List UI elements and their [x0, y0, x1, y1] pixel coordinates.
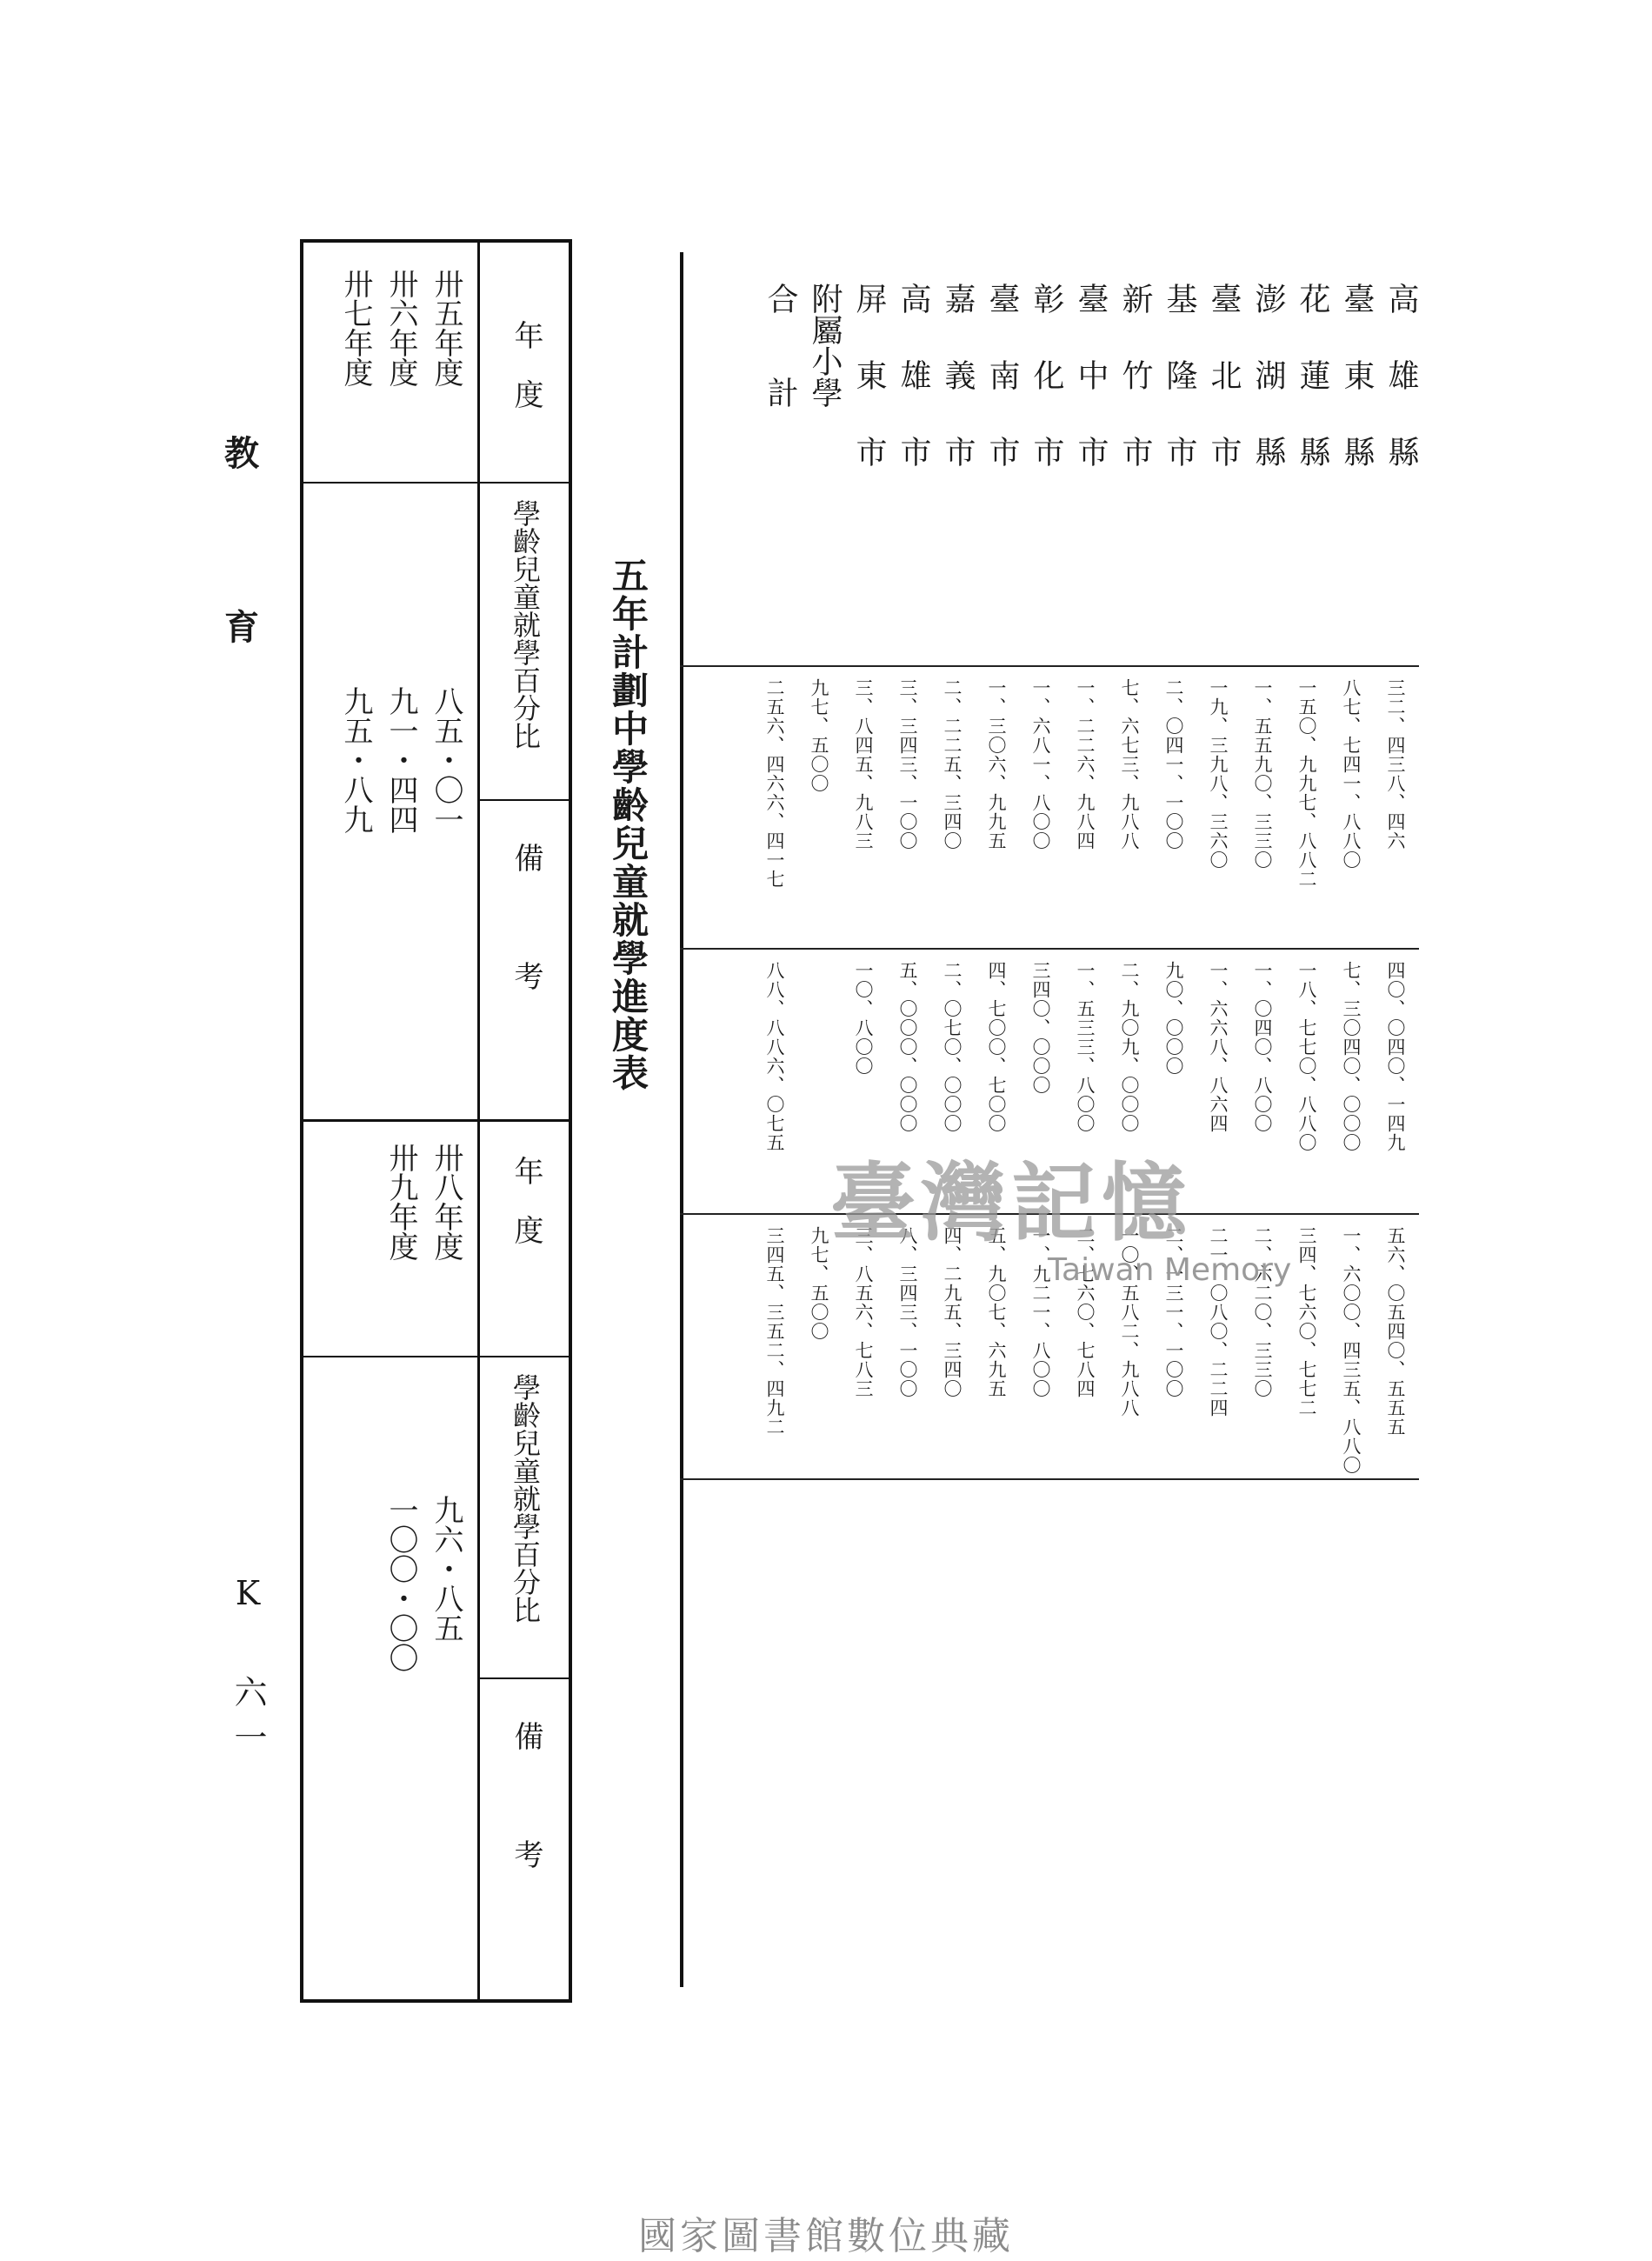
row-label: 高雄縣: [1383, 283, 1419, 512]
amount-cell: 一五〇、九九七、八八二: [1296, 678, 1317, 889]
amount-cell: 九〇、〇〇〇: [1163, 961, 1184, 1076]
amount-cell: 一、三〇六、九九五: [986, 678, 1007, 850]
amount-cell: 三、三四三、一〇〇: [897, 678, 918, 850]
column-divider: [680, 948, 1419, 950]
margin-title-part-1: 教: [224, 433, 259, 474]
table-border-left: [680, 252, 683, 1987]
row-label: 基隆市: [1162, 283, 1197, 512]
row-label: 屏東市: [851, 283, 887, 512]
amount-cell: 二、九〇九、〇〇〇: [1119, 961, 1140, 1133]
row-divider: [303, 1356, 569, 1357]
header-year: 年 度: [509, 1156, 543, 1244]
row-label: 新竹市: [1117, 283, 1153, 512]
amount-cell: 二、〇四一、一〇〇: [1163, 678, 1184, 850]
amount-cell: 一、二二六、九八四: [1075, 678, 1096, 850]
row-divider: [303, 482, 569, 484]
year-cell: 卅九年度: [383, 1143, 418, 1261]
amount-cell: 一〇、八〇〇: [853, 961, 874, 1076]
amount-cell: 三四、七六〇、七七二: [1296, 1226, 1317, 1417]
footer-archive-label: 國家圖書館數位典藏: [638, 2214, 1014, 2258]
amount-cell: 五、九〇七、六九五: [986, 1226, 1007, 1398]
amount-cell: 三二、四三八、四六: [1385, 678, 1406, 850]
percentage-cell: 九一・四四: [383, 686, 418, 834]
amount-cell: 三、八五六、七八三: [853, 1226, 874, 1398]
header-divider: [680, 665, 1419, 667]
amount-cell: 一、五五九〇、三三〇: [1252, 678, 1273, 870]
amount-cell: 五、〇〇〇、〇〇〇: [897, 961, 918, 1133]
watermark-english: Taiwan Memory: [1048, 1252, 1292, 1288]
row-divider: [477, 1677, 569, 1679]
amount-cell: 九七、五〇〇: [809, 678, 829, 793]
row-divider: [477, 799, 569, 801]
amount-cell: 二、一三一、一〇〇: [1163, 1226, 1184, 1398]
amount-cell: 二、七六〇、七八四: [1075, 1226, 1096, 1398]
amount-cell: 八七、七四一、八八〇: [1341, 678, 1362, 870]
amount-cell: 一〇、五八二、九八八: [1119, 1226, 1140, 1417]
row-label: 澎湖縣: [1250, 283, 1286, 512]
header-percentage: 學齡兒童就學百分比: [509, 1373, 542, 1624]
header-remarks: 備 考: [509, 1721, 543, 1869]
row-label: 彰化市: [1029, 283, 1064, 512]
amount-cell: 二、〇七〇、〇〇〇: [942, 961, 963, 1133]
table-section-divider: [303, 1119, 569, 1122]
year-cell: 卅五年度: [429, 269, 463, 387]
row-label: 高雄市: [896, 283, 931, 512]
enrollment-percentage-table: [300, 239, 572, 2003]
year-cell: 卅七年度: [338, 269, 373, 387]
header-year: 年 度: [509, 320, 543, 409]
percentage-cell: 一〇〇・〇〇: [383, 1495, 418, 1672]
row-label: 臺北市: [1206, 283, 1242, 512]
row-label: 臺中市: [1073, 283, 1109, 512]
amount-cell: 七、三〇四〇、〇〇〇: [1341, 961, 1362, 1152]
amount-cell: 九七、五〇〇: [809, 1226, 829, 1341]
row-label: 臺東縣: [1339, 283, 1375, 512]
amount-cell: 五六、〇五四〇、五五五: [1385, 1226, 1406, 1437]
percentage-cell: 九五・八九: [338, 686, 373, 834]
header-column-divider-lower: [477, 1119, 480, 1999]
amount-cell: 四、七〇〇、七〇〇: [986, 961, 1007, 1133]
amount-cell: 一、九二一、八〇〇: [1030, 1226, 1051, 1398]
percentage-cell: 八五・〇一: [429, 686, 463, 834]
budget-table: [680, 252, 1419, 1987]
amount-cell: 一九、三九八、三六〇: [1208, 678, 1229, 870]
column-divider: [680, 1478, 1419, 1480]
amount-cell: 一、六八一、八〇〇: [1030, 678, 1051, 850]
amount-cell: 四、二九五、三四〇: [942, 1226, 963, 1398]
header-remarks: 備 考: [509, 843, 543, 990]
amount-cell: 二五六、四六六、四一七: [764, 678, 785, 889]
page-number: K 六一: [229, 1574, 267, 1765]
amount-cell: 一、〇四〇、八〇〇: [1252, 961, 1273, 1133]
amount-cell: 二、六二〇、三三〇: [1252, 1226, 1273, 1398]
row-label: 臺南市: [984, 283, 1020, 512]
amount-cell: 四〇、〇四〇、一四九: [1385, 961, 1406, 1152]
margin-title-part-2: 育: [224, 607, 259, 648]
amount-cell: 二、二二五、三四〇: [942, 678, 963, 850]
row-label: 花蓮縣: [1295, 283, 1330, 512]
row-label: 嘉義市: [940, 283, 976, 512]
row-label: 附屬小學: [807, 283, 843, 408]
amount-cell: 三、八四五、九八三: [853, 678, 874, 850]
header-percentage: 學齡兒童就學百分比: [509, 499, 542, 750]
amount-cell: 一、六六八、八六四: [1208, 961, 1229, 1133]
amount-cell: 一、五三三、八〇〇: [1075, 961, 1096, 1133]
amount-cell: 二一、〇八〇、二二四: [1208, 1226, 1229, 1417]
amount-cell: 八、三四三、一〇〇: [897, 1226, 918, 1398]
amount-cell: 八八、八八六、〇七五: [764, 961, 785, 1152]
year-cell: 卅六年度: [383, 269, 418, 387]
amount-cell: 三四五、三五二、四九二: [764, 1226, 785, 1437]
amount-cell: 一八、七七〇、八八〇: [1296, 961, 1317, 1152]
percentage-cell: 九六・八五: [429, 1495, 463, 1643]
amount-cell: 七、六七三、九八八: [1119, 678, 1140, 850]
header-column-divider: [477, 243, 480, 1119]
year-cell: 卅八年度: [429, 1143, 463, 1261]
row-label: 合 計: [763, 283, 798, 408]
table-title: 五年計劃中學齡兒童就學進度表: [607, 557, 649, 1092]
amount-cell: 三四〇、〇〇〇: [1030, 961, 1051, 1095]
watermark-chinese: 臺灣記憶: [830, 1153, 1193, 1253]
amount-cell: 一、六〇〇、四三五、八八〇: [1341, 1226, 1362, 1475]
